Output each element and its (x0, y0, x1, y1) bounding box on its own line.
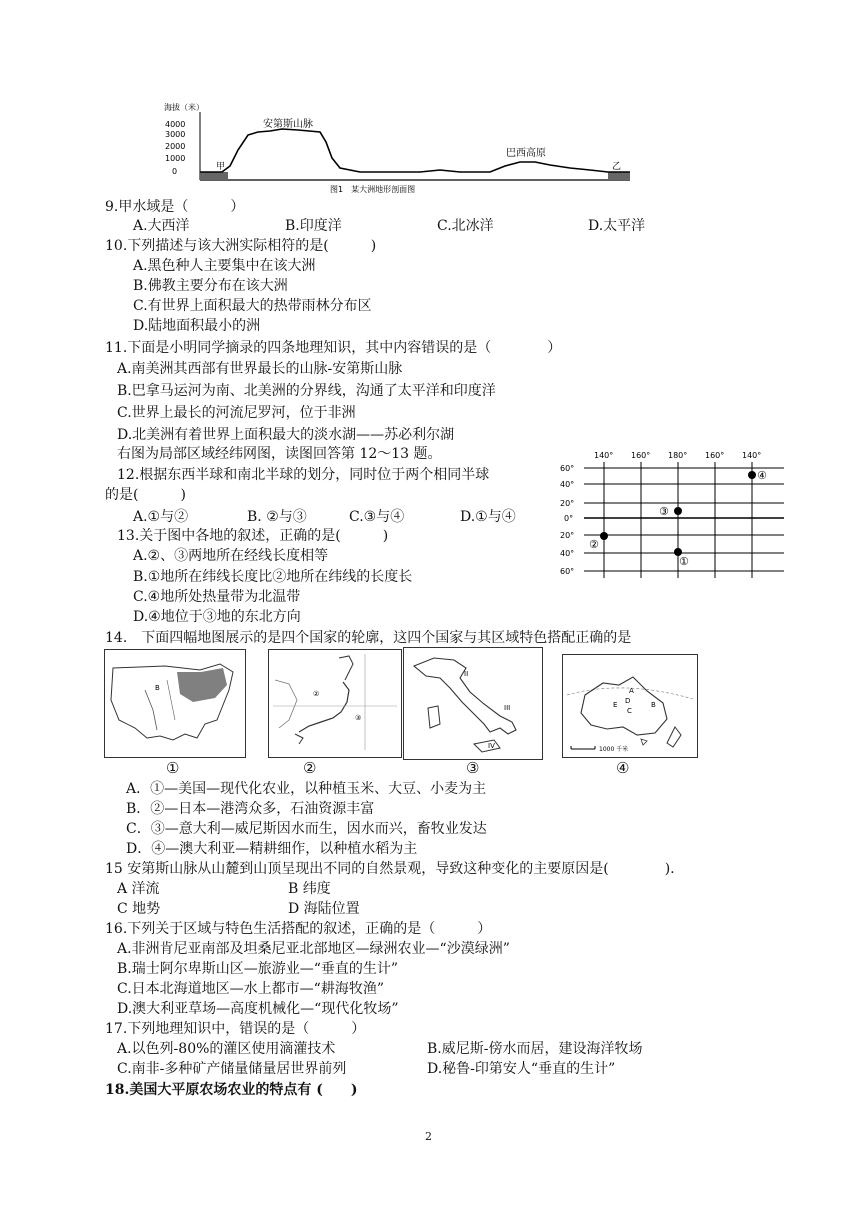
grid-point-marker (674, 507, 682, 515)
grid-point-marker (600, 532, 608, 540)
label-yi: 乙 (612, 162, 622, 172)
page-number: 2 (425, 1130, 432, 1143)
q9-stem: 9.甲水域是（ ） (105, 199, 245, 215)
lon-label: 160° (631, 451, 651, 460)
q10-option-b[interactable]: B.佛教主要分布在该大洲 (133, 278, 288, 294)
profile-caption: 图1 某大洲地形剖面图 (330, 185, 416, 194)
q11-option-c[interactable]: C.世界上最长的河流尼罗河，位于非洲 (117, 405, 356, 421)
lat-label: 60° (560, 464, 575, 473)
svg-text:IV: IV (488, 742, 495, 750)
lon-label: 180° (668, 451, 688, 460)
map-japan (268, 649, 402, 758)
q9-option-b[interactable]: B.印度洋 (285, 218, 342, 234)
q10-stem: 10.下列描述与该大洲实际相符的是( ) (105, 238, 377, 254)
plateau-label: 巴西高原 (506, 148, 546, 159)
map-number-3: ③ (466, 759, 480, 777)
lat-label: 20° (560, 499, 575, 508)
profile-ytick: 3000 (165, 130, 186, 139)
q16-option-b[interactable]: B.瑞士阿尔卑斯山区—旅游业—“垂直的生计” (117, 961, 399, 977)
q16-option-d[interactable]: D.澳大利亚草场—高度机械化—“现代化牧场” (117, 1001, 399, 1017)
svg-text:③: ③ (355, 714, 362, 722)
q17-option-c[interactable]: C.南非-多种矿产储量储量居世界前列 (117, 1061, 347, 1077)
profile-ytick: 0 (172, 167, 178, 176)
svg-text:B: B (651, 701, 656, 709)
q15-option-d[interactable]: D 海陆位置 (288, 901, 360, 917)
q13-option-c[interactable]: C.④地所处热量带为北温带 (133, 589, 301, 605)
q14-option-a[interactable]: A．①—美国—现代化农业，以种植玉米、大豆、小麦为主 (126, 781, 487, 797)
q17-option-a[interactable]: A.以色列-80%的灌区使用滴灌技术 (117, 1041, 336, 1057)
map-scale-label: 1000 千米 (599, 746, 629, 753)
q12-intro: 右图为局部区域经纬网图，读图回答第 12～13 题。 (117, 446, 442, 462)
q17-option-d[interactable]: D.秘鲁-印第安人“垂直的生计” (427, 1061, 616, 1077)
q13-option-a[interactable]: A.②、③两地所在经线长度相等 (133, 548, 329, 564)
lon-label: 140° (594, 451, 614, 460)
lat-label: 60° (560, 567, 575, 576)
q18-stem: 18.美国大平原农场农业的特点有 ( ) (105, 1082, 358, 1098)
terrain-profile-figure (160, 100, 640, 196)
grid-point-label: ③ (659, 505, 669, 518)
q16-stem: 16.下列关于区域与特色生活搭配的叙述，正确的是（ ） (105, 921, 492, 937)
q13-stem: 13.关于图中各地的叙述，正确的是( ) (117, 528, 389, 544)
lon-label: 160° (705, 451, 725, 460)
label-jia: 甲 (216, 162, 226, 172)
svg-text:②: ② (313, 690, 320, 698)
profile-ytick: 4000 (165, 120, 186, 129)
map-italy (403, 647, 543, 760)
grid-point-label: ② (589, 538, 599, 551)
q14-option-c[interactable]: C．③—意大利—威尼斯因水而生，因水而兴，畜牧业发达 (126, 821, 487, 837)
q16-option-c[interactable]: C.日本北海道地区—水上都市—“耕海牧渔” (117, 981, 384, 997)
lon-label: 140° (742, 451, 762, 460)
grid-point-label: ① (679, 555, 689, 568)
latlon-grid-figure (558, 448, 788, 582)
map-australia (562, 654, 698, 758)
lat-label: 0° (564, 514, 574, 523)
map-number-2: ② (303, 759, 317, 777)
q10-option-d[interactable]: D.陆地面积最小的洲 (133, 318, 261, 334)
right-ocean-fill (608, 172, 630, 180)
svg-text:II: II (464, 670, 469, 678)
q15-stem: 15 安第斯山脉从山麓到山顶呈现出不同的自然景观，导致这种变化的主要原因是( ). (105, 861, 675, 877)
q12-stem-line1: 12.根据东西半球和南北半球的划分，同时位于两个相同半球 (117, 467, 490, 483)
map-number-1: ① (166, 759, 180, 777)
q12-option-b[interactable]: B. ②与③ (247, 509, 307, 525)
terrain-profile-line (200, 129, 630, 172)
andes-label: 安第斯山脉 (263, 119, 313, 130)
q12-stem-line2: 的是( ) (105, 487, 186, 503)
q14-option-b[interactable]: B．②—日本—港湾众多，石油资源丰富 (126, 801, 375, 817)
q14-option-d[interactable]: D．④—澳大利亚—精耕细作，以种植水稻为主 (126, 841, 418, 857)
q15-option-b[interactable]: B 纬度 (288, 881, 331, 897)
q13-option-b[interactable]: B.①地所在纬线长度比②地所在纬线的长度长 (133, 569, 413, 585)
svg-text:A: A (629, 687, 634, 695)
map-usa (104, 649, 246, 758)
svg-text:C: C (627, 707, 632, 715)
q9-option-c[interactable]: C.北冰洋 (437, 218, 494, 234)
left-ocean-fill (200, 172, 228, 180)
q15-option-c[interactable]: C 地势 (117, 901, 161, 917)
grid-point-marker (748, 471, 756, 479)
q15-option-a[interactable]: A 洋流 (117, 881, 160, 897)
q17-option-b[interactable]: B.威尼斯-傍水而居，建设海洋牧场 (427, 1041, 643, 1057)
svg-text:III: III (504, 704, 511, 712)
q11-option-a[interactable]: A.南美洲其西部有世界最长的山脉-安第斯山脉 (117, 361, 403, 377)
q11-option-d[interactable]: D.北美洲有着世界上面积最大的淡水湖——苏必利尔湖 (117, 427, 455, 443)
svg-text:E: E (613, 701, 618, 709)
lat-label: 40° (560, 480, 575, 489)
q13-option-d[interactable]: D.④地位于③地的东北方向 (133, 609, 301, 625)
lat-label: 40° (560, 549, 575, 558)
profile-ylabel: 海拔（米） (164, 103, 204, 112)
profile-ytick: 2000 (165, 142, 186, 151)
grid-point-label: ④ (757, 469, 767, 482)
q17-stem: 17.下列地理知识中，错误的是（ ） (105, 1021, 366, 1037)
lat-label: 20° (560, 531, 575, 540)
svg-text:D: D (625, 697, 631, 705)
q9-option-a[interactable]: A.大西洋 (133, 218, 190, 234)
q9-option-d[interactable]: D.太平洋 (588, 218, 646, 234)
profile-ytick: 1000 (165, 154, 186, 163)
q10-option-c[interactable]: C.有世界上面积最大的热带雨林分布区 (133, 298, 372, 314)
svg-text:B: B (155, 684, 160, 692)
q12-option-a[interactable]: A.①与② (133, 509, 189, 525)
q14-stem: 14. 下面四幅地图展示的是四个国家的轮廓，这四个国家与其区域特色搭配正确的是 (105, 630, 632, 646)
q11-stem: 11.下面是小明同学摘录的四条地理知识，其中内容错误的是（ ） (105, 340, 562, 356)
q10-option-a[interactable]: A.黑色种人主要集中在该大洲 (133, 258, 316, 274)
q12-option-c[interactable]: C.③与④ (349, 509, 405, 525)
q11-option-b[interactable]: B.巴拿马运河为南、北美洲的分界线，沟通了太平洋和印度洋 (117, 383, 496, 399)
q16-option-a[interactable]: A.非洲肯尼亚南部及坦桑尼亚北部地区—绿洲农业—“沙漠绿洲” (117, 941, 510, 957)
map-number-4: ④ (616, 759, 630, 777)
q12-option-d[interactable]: D.①与④ (460, 509, 516, 525)
